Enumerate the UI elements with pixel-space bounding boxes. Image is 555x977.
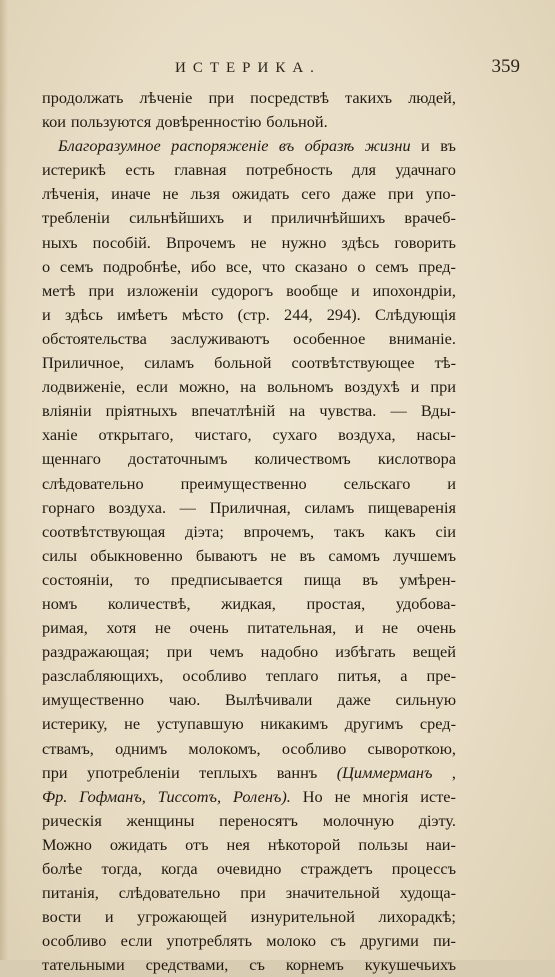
- text-line: [42, 472, 456, 496]
- word: что: [261, 256, 286, 276]
- word: женщины: [126, 810, 195, 830]
- word: ожидать: [109, 834, 168, 854]
- text-line: [42, 375, 456, 399]
- word: для: [352, 160, 376, 180]
- word: особливо: [42, 931, 107, 951]
- text-line: [42, 688, 456, 712]
- word: то: [134, 569, 150, 589]
- word: Вылѣчивали: [225, 690, 313, 710]
- word: въ: [362, 569, 379, 589]
- word: метѣ: [42, 280, 76, 300]
- word: болѣе: [42, 859, 83, 878]
- word: говорить: [394, 232, 456, 252]
- word: на: [289, 401, 306, 421]
- word: пре-: [426, 666, 456, 686]
- word: вліяніи: [42, 401, 92, 421]
- text-line: [42, 182, 456, 206]
- word: удачнаго: [395, 160, 456, 180]
- word: тѣ-: [434, 353, 456, 373]
- word: судорогъ: [211, 280, 274, 300]
- word: при: [430, 377, 456, 397]
- word: Приличная,: [209, 497, 291, 517]
- word: здѣсь: [64, 304, 103, 324]
- word: силамъ: [144, 353, 195, 373]
- word: діэту.: [418, 810, 456, 830]
- word: 244,: [284, 304, 313, 324]
- word: угрожающей: [137, 907, 227, 927]
- word: надобно: [260, 642, 319, 662]
- text-line: [42, 712, 456, 736]
- text-line: [42, 520, 456, 544]
- word: Но: [302, 786, 323, 806]
- word: разслабляющихъ,: [42, 666, 164, 686]
- word: рическія: [42, 810, 102, 830]
- word: семъ: [59, 256, 94, 276]
- text-line: [42, 351, 456, 375]
- word: изнурительной: [250, 907, 355, 927]
- word: однимъ: [115, 738, 168, 758]
- word: можно,: [178, 377, 230, 397]
- word: здѣсь: [341, 232, 380, 252]
- page-number: 359: [491, 56, 520, 77]
- word: все,: [225, 256, 253, 276]
- word: молоко: [266, 931, 316, 951]
- italic-word: Тиссотъ,: [157, 786, 222, 806]
- word: кислотвора: [377, 449, 456, 469]
- word: истe-: [420, 786, 456, 806]
- word: простая,: [306, 593, 366, 613]
- word: многія: [362, 786, 409, 806]
- word: больной.: [266, 112, 328, 132]
- word: избѣгать: [335, 642, 396, 662]
- word: при: [88, 280, 115, 300]
- text-line: [42, 279, 456, 303]
- text-line: [42, 134, 456, 158]
- text-line: [42, 737, 456, 761]
- word: Вды-: [420, 401, 456, 421]
- text-line: [42, 447, 456, 471]
- italic-word: (Циммерманъ: [336, 762, 433, 782]
- word: потребность: [245, 160, 333, 180]
- word: наи-: [425, 834, 456, 854]
- word: чувства.: [319, 401, 377, 421]
- word: чемъ: [209, 642, 244, 662]
- word: продолжать: [42, 88, 124, 107]
- italic-word: въ: [278, 136, 295, 156]
- text-line: [42, 905, 456, 929]
- word: вниманіе.: [388, 328, 456, 348]
- word: сего: [301, 184, 331, 204]
- word: переносятъ: [219, 810, 298, 830]
- word: впрочемъ,: [243, 521, 315, 541]
- word: и: [42, 304, 51, 324]
- word: на: [240, 377, 257, 397]
- word: обыкновенно: [90, 545, 183, 565]
- word: очень: [189, 618, 229, 638]
- word: и: [410, 377, 420, 397]
- word: если: [136, 377, 168, 397]
- word: не: [162, 184, 179, 204]
- word: лихорадкѣ;: [378, 907, 456, 927]
- word: и: [350, 280, 360, 300]
- word: сред-: [419, 714, 456, 734]
- word: иначе: [111, 184, 151, 204]
- word: сильную: [395, 690, 456, 710]
- text-line: [42, 568, 456, 592]
- text-line: [42, 86, 456, 110]
- text-line: [42, 809, 456, 833]
- word: лѣченія,: [42, 184, 100, 204]
- word: пред-: [418, 256, 456, 276]
- word: чаю.: [168, 690, 201, 710]
- word: номъ: [42, 593, 78, 613]
- word: не: [334, 786, 351, 806]
- word: сильнѣйшихъ: [129, 208, 225, 228]
- text-line: [42, 929, 456, 953]
- word: впечатлѣній: [191, 401, 276, 421]
- word: пища: [303, 569, 342, 589]
- word: тогда,: [101, 859, 142, 878]
- word: средствами,: [145, 955, 229, 975]
- text-line: [42, 423, 456, 447]
- word: изложеніи: [127, 280, 199, 300]
- word: приличнѣйшихъ: [271, 208, 386, 228]
- word: количествѣ,: [107, 593, 191, 613]
- word: діэта;: [185, 521, 224, 541]
- word: —: [179, 497, 196, 517]
- word: сельскаго: [343, 473, 411, 493]
- word: другими: [360, 931, 419, 951]
- italic-word: распоряженіе: [171, 136, 269, 156]
- word: о: [42, 256, 51, 276]
- text-line: [42, 857, 456, 881]
- word: самомъ: [328, 545, 380, 565]
- word: римая,: [42, 618, 88, 638]
- word: открытаго,: [98, 425, 174, 445]
- word: нужно: [281, 232, 327, 252]
- word: въ: [440, 136, 456, 156]
- word: теплыхъ: [199, 762, 258, 782]
- word: процессъ: [391, 859, 456, 878]
- word: съ: [330, 931, 346, 951]
- word: ствамъ,: [42, 738, 94, 758]
- word: когда: [161, 859, 198, 878]
- text-line: [42, 496, 456, 520]
- word: при: [166, 642, 193, 662]
- word: (стр.: [237, 304, 270, 324]
- word: соотвѣтствующая: [42, 521, 166, 541]
- word: горнаго: [42, 497, 95, 517]
- word: и: [447, 473, 456, 493]
- word: въ: [299, 545, 316, 565]
- word: лодвиженіе,: [42, 377, 126, 397]
- word: —: [390, 401, 407, 421]
- italic-word: Фр.: [42, 786, 68, 806]
- word: воздуха,: [338, 425, 396, 445]
- word: сухаго: [272, 425, 318, 445]
- word: худоща-: [399, 883, 456, 903]
- word: отъ: [185, 834, 209, 854]
- word: тательными: [42, 955, 125, 975]
- word: пріятныхъ: [105, 401, 178, 421]
- text-line: [42, 592, 456, 616]
- word: очень: [416, 618, 456, 638]
- word: уступавшую: [156, 714, 244, 734]
- word: ожидать: [231, 184, 290, 204]
- word: бываютъ: [195, 545, 258, 565]
- word: имущественно: [42, 690, 145, 710]
- running-title: ИСТЕРИКА.: [175, 60, 321, 76]
- word: обстоятельства: [42, 328, 147, 348]
- word: молокомъ,: [188, 738, 261, 758]
- word: вости: [42, 907, 82, 927]
- word: пи-: [433, 931, 456, 951]
- word: ,: [451, 762, 456, 782]
- text-line: [42, 206, 456, 230]
- word: питанія,: [42, 883, 99, 903]
- word: вольномъ: [267, 377, 334, 397]
- word: пользуются: [70, 112, 152, 132]
- word: умѣрен-: [399, 569, 456, 589]
- word: ныхъ: [42, 232, 78, 252]
- word: и: [354, 618, 364, 638]
- word: теплаго: [265, 666, 319, 686]
- word: даже: [337, 690, 371, 710]
- word: особенное: [293, 328, 366, 348]
- word: другимъ: [344, 714, 404, 734]
- word: чистаго,: [194, 425, 252, 445]
- word: лучшемъ: [393, 545, 456, 565]
- word: людей,: [408, 88, 456, 107]
- text-line: [42, 833, 456, 857]
- word: Слѣдующія: [374, 304, 456, 324]
- word: щеннаго: [42, 449, 101, 469]
- word: молочную: [322, 810, 394, 830]
- word: состояніи,: [42, 569, 114, 589]
- word: Можно: [42, 834, 92, 854]
- word: лѣченіе: [139, 88, 193, 107]
- word: особливо: [281, 738, 347, 758]
- word: и: [104, 907, 114, 927]
- word: не: [154, 618, 171, 638]
- word: и: [243, 208, 252, 228]
- word: не: [382, 618, 399, 638]
- text-line: [42, 544, 456, 568]
- word: заслуживаютъ: [170, 328, 270, 348]
- italic-word: образѣ: [304, 136, 355, 156]
- word: никакимъ: [260, 714, 329, 734]
- word: употреблять: [166, 931, 253, 951]
- word: такихъ: [345, 88, 393, 107]
- word: вещей: [412, 642, 456, 662]
- word: кои: [42, 112, 66, 132]
- word: сіи: [435, 521, 456, 541]
- word: силы: [42, 545, 78, 565]
- word: семъ: [375, 256, 409, 276]
- word: соотвѣтствующее: [291, 353, 415, 373]
- word: ибо: [190, 256, 217, 276]
- word: вообще: [286, 280, 339, 300]
- word: ханіе: [42, 425, 78, 445]
- italic-word: Роленъ).: [233, 786, 291, 806]
- word: льзя: [190, 184, 220, 204]
- word: при: [388, 184, 414, 204]
- text-line: [42, 231, 456, 255]
- word: Впрочемъ: [165, 232, 236, 252]
- text-line: [42, 785, 456, 809]
- text-line: [42, 399, 456, 423]
- word: употребленіи: [87, 762, 180, 782]
- word: требленіи: [42, 208, 110, 228]
- text-line: [42, 881, 456, 905]
- word: истерикѣ: [42, 160, 106, 180]
- word: если: [120, 931, 153, 951]
- word: достаточнымъ: [128, 449, 228, 469]
- word: съ: [249, 955, 265, 975]
- word: нѣкоторой: [267, 834, 341, 854]
- word: преимущественно: [180, 473, 307, 493]
- text-line: [42, 327, 456, 351]
- word: посредствѣ: [250, 88, 329, 107]
- word: предписывается: [170, 569, 283, 589]
- word: ипохондріи,: [372, 280, 456, 300]
- word: мѣсто: [181, 304, 224, 324]
- text-line: [42, 303, 456, 327]
- word: жидкая,: [221, 593, 276, 613]
- word: питья,: [337, 666, 382, 686]
- text-line: [42, 255, 456, 279]
- word: подробнѣе,: [103, 256, 182, 276]
- word: больной: [214, 353, 272, 373]
- word: воздухѣ: [344, 377, 400, 397]
- word: Приличное,: [42, 353, 124, 373]
- word: и: [421, 136, 430, 156]
- word: хотя: [106, 618, 137, 638]
- word: упо-: [425, 184, 456, 204]
- word: корнемъ: [285, 955, 344, 975]
- word: воздуха.: [108, 497, 167, 517]
- word: 294).: [326, 304, 361, 324]
- word: главная: [174, 160, 227, 180]
- italic-word: Гофманъ,: [79, 786, 146, 806]
- word: сывороткою,: [367, 738, 456, 758]
- text-line: [42, 158, 456, 182]
- text-line: [42, 664, 456, 688]
- word: нея: [226, 834, 250, 854]
- word: слѣдовательно: [42, 473, 144, 493]
- word: довѣренностію: [156, 112, 262, 132]
- word: ваннъ: [276, 762, 318, 782]
- text-line: [42, 953, 456, 977]
- word: питательная,: [247, 618, 337, 638]
- text-line: [42, 616, 456, 640]
- word: имѣетъ: [117, 304, 168, 324]
- word: пользы: [358, 834, 408, 854]
- word: о: [357, 256, 366, 276]
- word: страждетъ: [300, 859, 373, 878]
- italic-word: жизни: [364, 136, 411, 156]
- word: истерику,: [42, 714, 108, 734]
- text-line: [42, 640, 456, 664]
- word: насы-: [416, 425, 456, 445]
- word: не: [124, 714, 141, 734]
- word: при: [42, 762, 68, 782]
- italic-word: Благоразумное: [58, 136, 161, 156]
- word: врачеб-: [404, 208, 456, 228]
- word: сказано: [294, 256, 348, 276]
- word: есть: [125, 160, 155, 180]
- word: при: [208, 88, 235, 107]
- word: слѣдовательно: [118, 883, 221, 903]
- word: какъ: [384, 521, 416, 541]
- word: раздражающая;: [42, 642, 150, 662]
- word: удобова-: [395, 593, 456, 613]
- word: а: [400, 666, 408, 686]
- word: количествомъ: [254, 449, 351, 469]
- body-text: [42, 86, 456, 977]
- word: пособій.: [92, 232, 151, 252]
- word: кукушечьихъ: [364, 955, 456, 975]
- page-edge-shadow: [0, 0, 8, 960]
- running-header: [40, 56, 520, 84]
- word: очевидно: [216, 859, 282, 878]
- word: не: [270, 545, 287, 565]
- word: силамъ: [304, 497, 355, 517]
- word: значительной: [285, 883, 380, 903]
- word: не: [250, 232, 267, 252]
- word: при: [240, 883, 266, 903]
- text-line: [42, 761, 456, 785]
- text-line: [42, 110, 456, 134]
- word: пищеваренія: [367, 497, 456, 517]
- word: особливо: [182, 666, 247, 686]
- word: даже: [342, 184, 377, 204]
- word: такъ: [333, 521, 365, 541]
